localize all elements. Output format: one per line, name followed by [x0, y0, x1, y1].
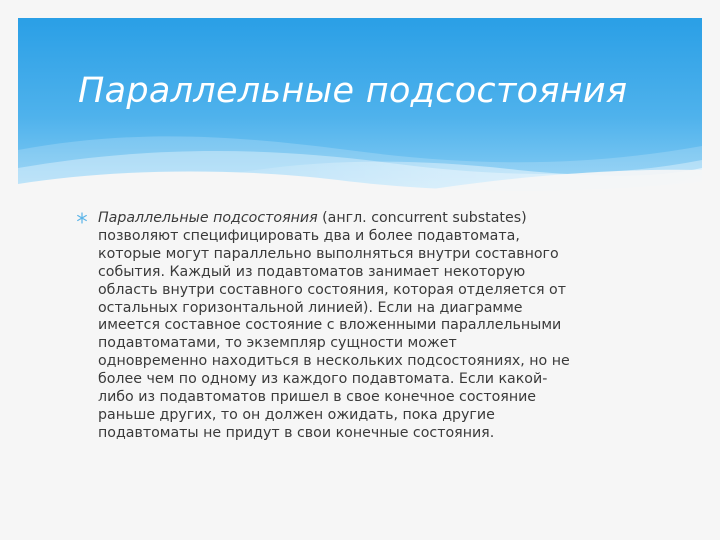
bullet-line: остальных горизонтальной линией). Если на диаграмме: [98, 299, 523, 316]
bullet-line: подавтоматами, то экземпляр сущности может: [98, 335, 457, 352]
slide-title: Параллельные подсостояния: [78, 71, 628, 111]
bullet-line: позволяют специфицировать два и более подавтомата,: [98, 227, 520, 244]
bullet-term: Параллельные подсостояния: [98, 210, 318, 226]
bullet-line: раньше других, то он должен ожидать, пока другие: [98, 406, 495, 423]
title-banner: [18, 18, 702, 198]
bullet-item: [78, 210, 658, 443]
bullet-text: [78, 210, 658, 443]
bullet-line: (англ. concurrent substates): [317, 210, 527, 226]
bullet-line: область внутри составного состояния, которая отделяется от: [98, 281, 566, 298]
bullet-line: более чем по одному из каждого подавтомата. Если какой-: [98, 371, 548, 388]
snowflake-bullet-icon: [76, 212, 88, 224]
bullet-line: которые могут параллельно выполняться внутри составного: [98, 245, 559, 262]
bullet-line: либо из подавтоматов пришел в свое конечное состояние: [98, 389, 537, 406]
bullet-line: подавтоматы не придут в свои конечные состояния.: [98, 424, 495, 441]
bullet-line: имеется составное состояние с вложенными параллельными: [98, 317, 562, 334]
bullet-line: одновременно находиться в нескольких подсостояниях, но не: [98, 353, 570, 370]
bullet-line: события. Каждый из подавтоматов занимает некоторую: [98, 263, 526, 280]
